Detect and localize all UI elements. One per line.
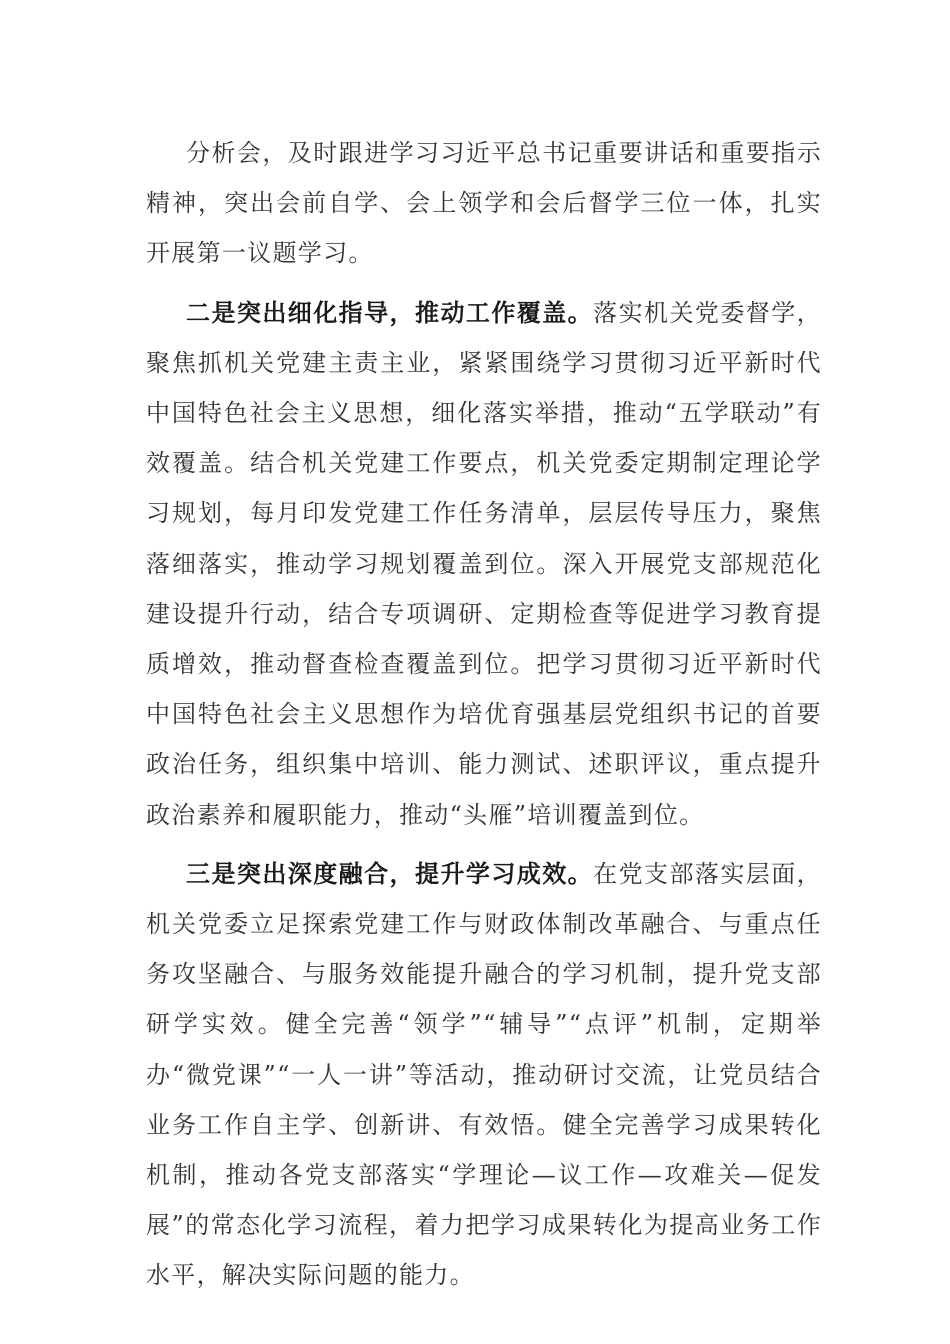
paragraph-3 (146, 849, 822, 1301)
document-body (146, 128, 822, 1310)
paragraph-1 (146, 128, 822, 279)
paragraph-2 (146, 288, 822, 840)
paragraph-3-text: 在党支部落实层面，机关党委立足探索党建工作与财政体制改革融合、与重点任务攻坚融合、与服务效能提升融合的学习机制，提升党支部研学实效。健全完善“领学”“辅导”“点评”机制，定期举办“微党课”“一人一讲”等活动，推动研讨交流，让党员结合业务工作自主学、创新讲、有效悟。健全完善学习成果转化机制，推动各党支部落实“学理论—议工作—攻难关—促发展”的常态化学习流程，着力把学习成果转化为提高业务工作水平，解决实际问题的能力。 (146, 859, 822, 1290)
paragraph-2-lead: 二是突出细化指导，推动工作覆盖。 (186, 297, 594, 327)
paragraph-2-text: 落实机关党委督学，聚焦抓机关党建主责主业，紧紧围绕学习贯彻习近平新时代中国特色社会主义思想，细化落实举措，推动“五学联动”有效覆盖。结合机关党建工作要点，机关党委定期制定理论学习规划，每月印发党建工作任务清单，层层传导压力，聚焦落细落实，推动学习规划覆盖到位。深入开展党支部规范化建设提升行动，结合专项调研、定期检查等促进学习教育提质增效，推动督查检查覆盖到位。把学习贯彻习近平新时代中国特色社会主义思想作为培优育强基层党组织书记的首要政治任务，组织集中培训、能力测试、述职评议，重点提升政治素养和履职能力，推动“头雁”培训覆盖到位。 (146, 298, 822, 829)
paragraph-3-lead: 三是突出深度融合，提升学习成效。 (186, 858, 594, 888)
paragraph-1-text: 分析会，及时跟进学习习近平总书记重要讲话和重要指示精神，突出会前自学、会上领学和会后督学三位一体，扎实开展第一议题学习。 (146, 139, 822, 268)
